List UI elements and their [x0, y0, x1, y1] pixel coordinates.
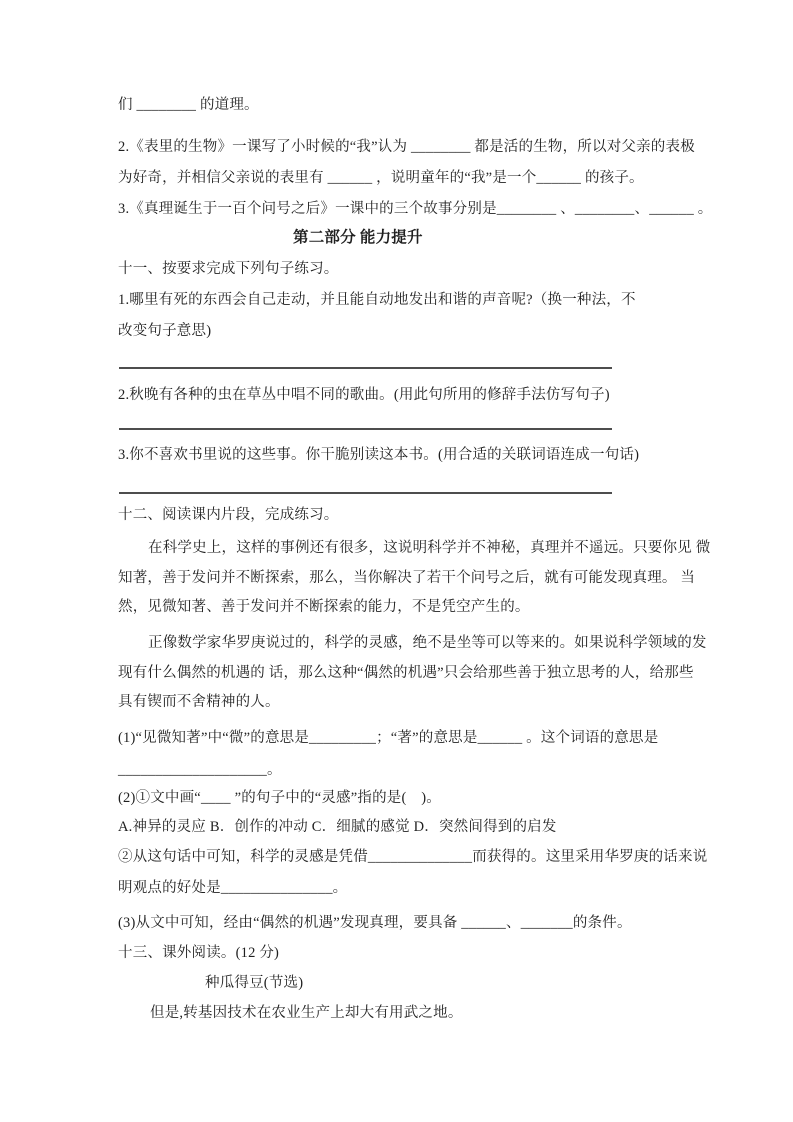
- section11-title: 十一、按要求完成下列句子练习。: [118, 261, 339, 277]
- s13-passage-title: 种瓜得豆(节选): [205, 975, 304, 991]
- s13-passage-line: 但是,转基因技术在农业生产上却大有用武之地。: [150, 1005, 463, 1021]
- line-q10-2b: 为好奇，并相信父亲说的表里有 ______ ，说明童年的“我”是一个______ 的孩子。: [118, 170, 644, 186]
- answer-rule-1: [119, 367, 612, 369]
- s11-q1-line2: 改变句子意思): [118, 323, 212, 339]
- answer-rule-2: [119, 428, 612, 430]
- s12-q1-line2: ____________________。: [118, 762, 282, 778]
- s12-q2-line2: ②从这句话中可知，科学的灵感是凭借______________而获得的。这里采用华罗庚的话来说: [118, 849, 708, 865]
- s12-q2-options: A.神异的灵应 B．创作的冲动 C．细腻的感觉 D．突然间得到的启发: [118, 819, 557, 835]
- s12-q1-line1: (1)“见微知著”中“微”的意思是_________；“著”的意思是______ 。这个词语的意思是: [118, 730, 659, 746]
- s12-passage-p2-line1: 正像数学家华罗庚说过的，科学的灵感，绝不是坐等可以等来的。如果说科学领域的发: [148, 635, 707, 651]
- s12-passage-p2-line3: 具有锲而不舍精神的人。: [118, 694, 280, 710]
- s12-passage-p1-line2: 知著，善于发问并不断探索，那么，当你解决了若干个问号之后，就有可能发现真理。 当: [118, 570, 696, 586]
- s11-q2: 2.秋晚有各种的虫在草丛中唱不同的歌曲。(用此句所用的修辞手法仿写句子): [118, 387, 610, 403]
- s12-q2-line1: (2)①文中画“____ ”的句子中的“灵感”指的是( )。: [118, 790, 441, 806]
- part2-heading: 第二部分 能力提升: [293, 229, 423, 246]
- line-q10-1-continuation: 们 ________ 的道理。: [118, 97, 259, 113]
- line-q10-2a: 2.《表里的生物》一课写了小时候的“我”认为 ________ 都是活的生物，所以对父亲的表极: [118, 139, 695, 155]
- s12-q2-line3: 明观点的好处是_______________。: [118, 880, 348, 896]
- exam-document-body: [118, 0, 713, 1122]
- answer-rule-3: [119, 492, 612, 494]
- s12-passage-p1-line3: 然，见微知著、善于发问并不断探索的能力，不是凭空产生的。: [118, 599, 530, 615]
- s12-q3: (3)从文中可知，经由“偶然的机遇”发现真理，要具备 ______、_______的条件。: [118, 915, 632, 931]
- s12-passage-p2-line2: 现有什么偶然的机遇的 话，那么这种“偶然的机遇”只会给那些善于独立思考的人，给那些: [118, 665, 694, 681]
- s11-q1-line1: 1.哪里有死的东西会自己走动，并且能自动地发出和谐的声音呢?（换一种法，不: [118, 292, 636, 308]
- s11-q3: 3.你不喜欢书里说的这些事。你干脆别读这本书。(用合适的关联词语连成一句话): [118, 447, 640, 463]
- line-q10-3: 3.《真理诞生于一百个问号之后》一课中的三个故事分别是________ 、________、______ 。: [118, 201, 713, 217]
- s12-passage-p1-line1: 在科学史上，这样的事例还有很多，这说明科学并不神秘，真理并不遥远。只要你见 微: [148, 540, 711, 556]
- section13-title: 十三、课外阅读。(12 分): [118, 945, 280, 961]
- section12-title: 十二、阅读课内片段，完成练习。: [118, 507, 339, 523]
